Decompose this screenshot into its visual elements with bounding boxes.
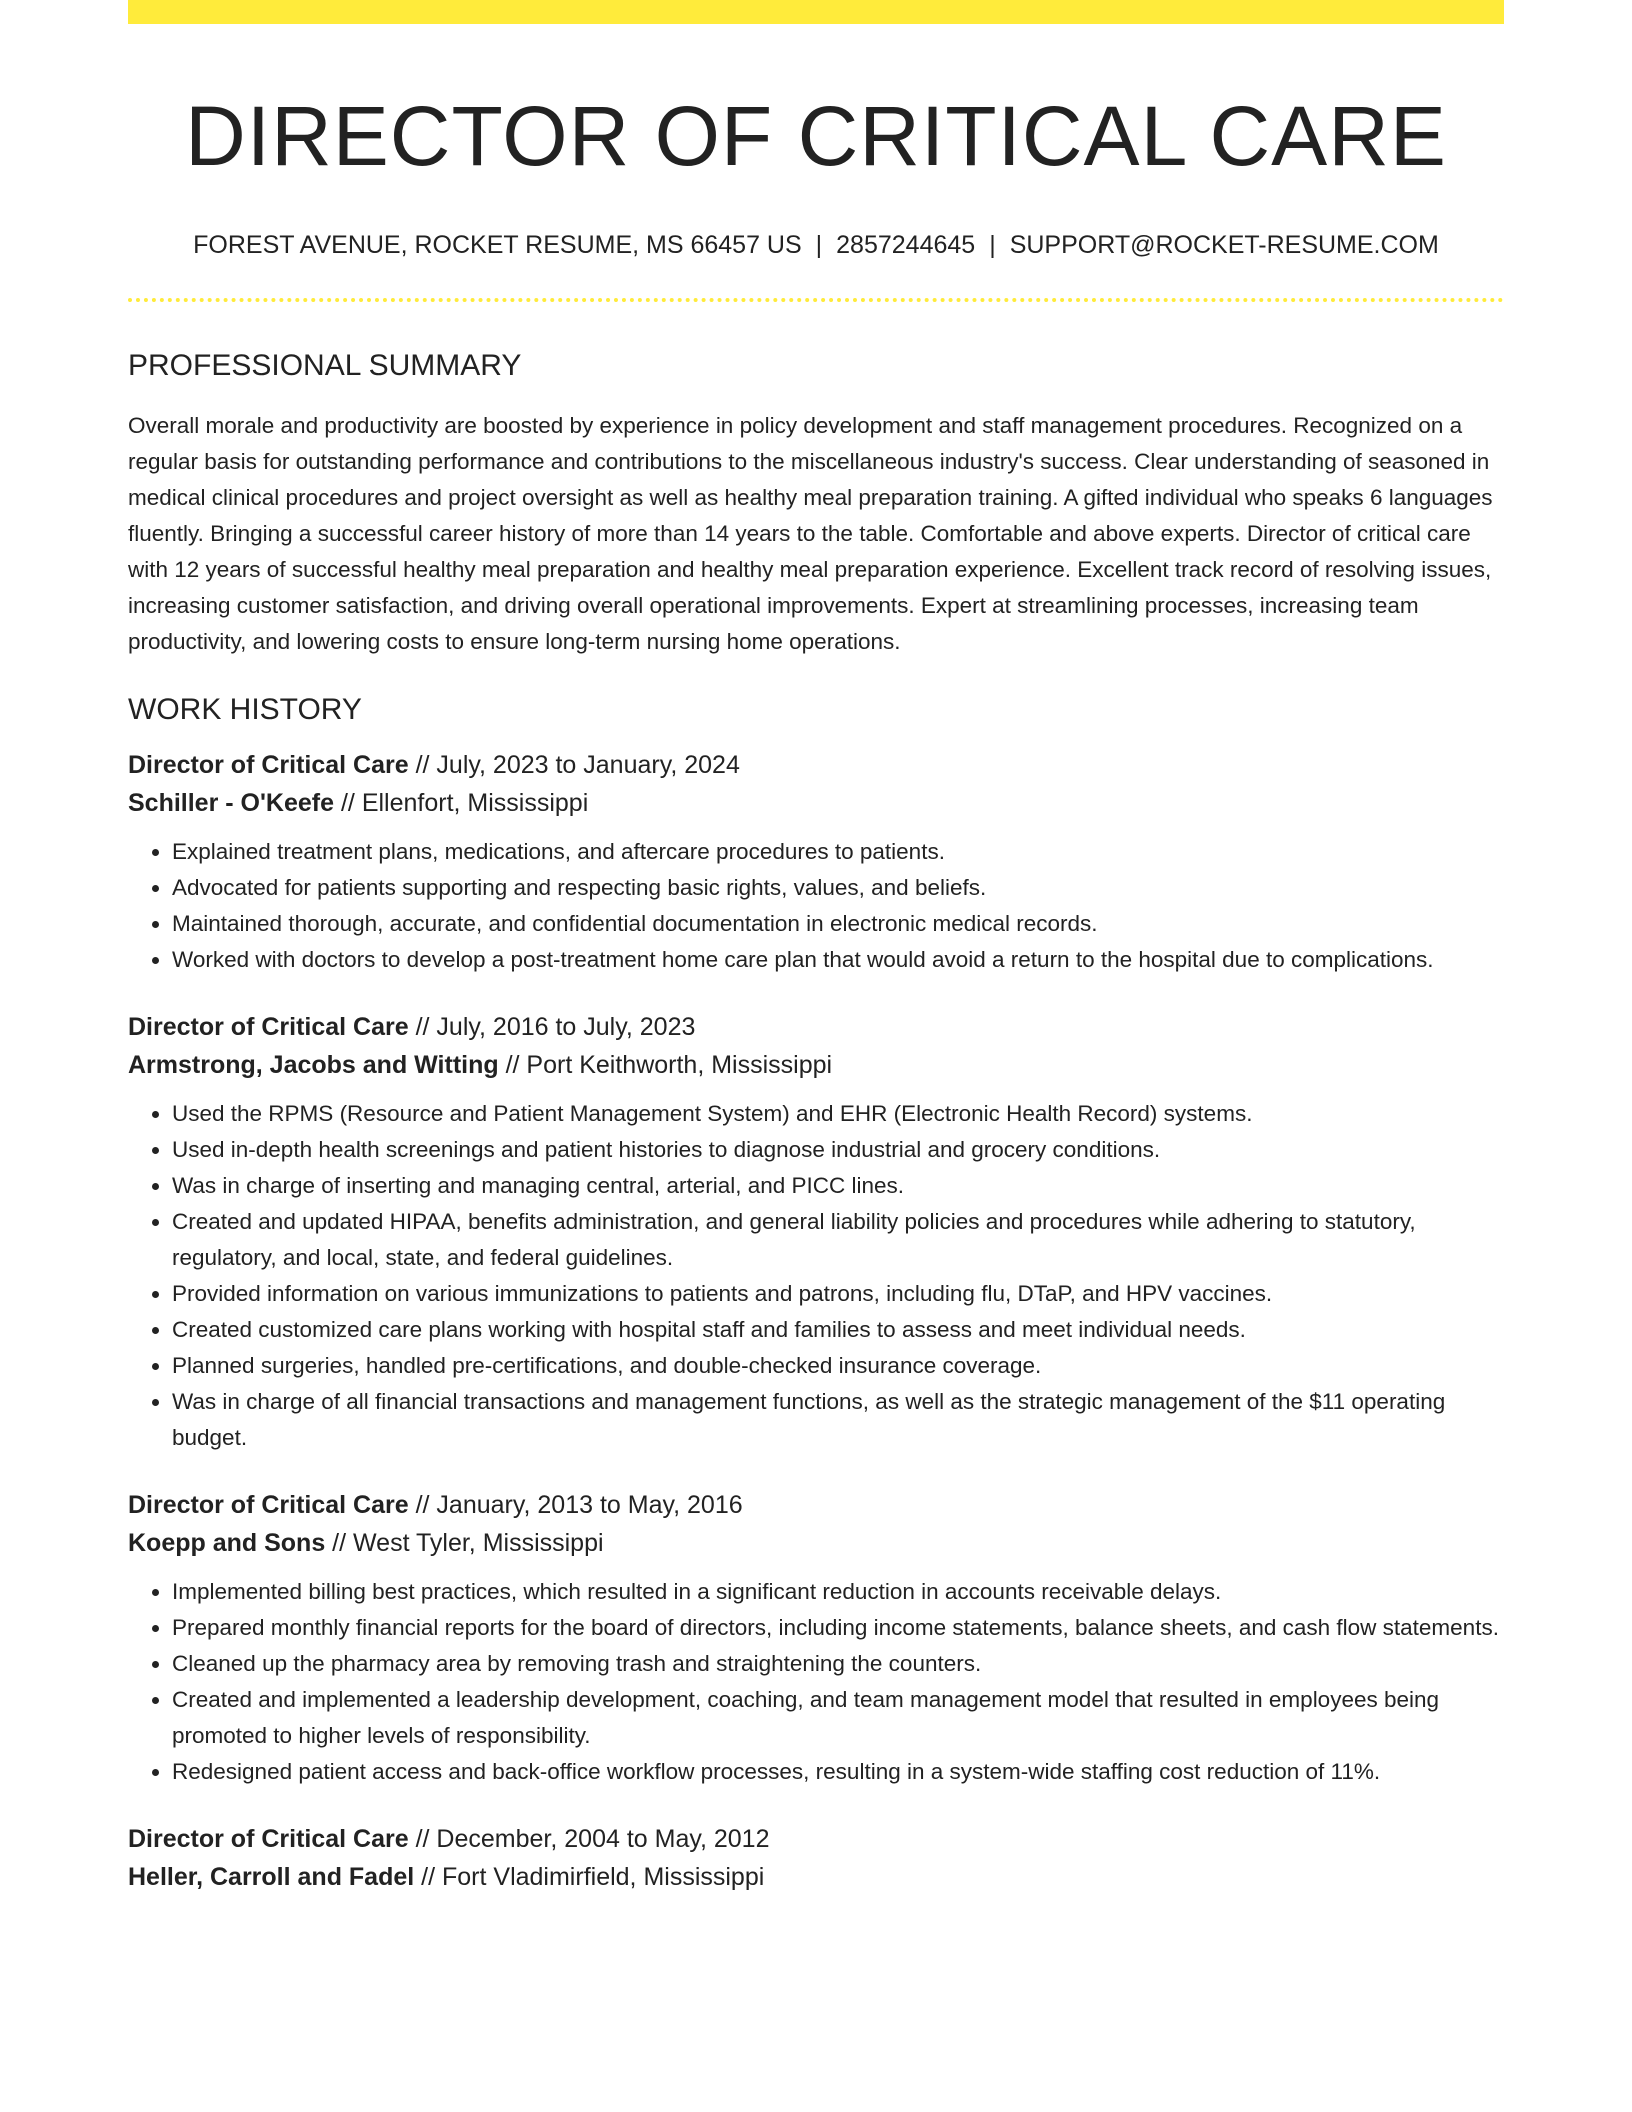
resume-name: DIRECTOR OF CRITICAL CARE bbox=[185, 89, 1447, 183]
work-history-list bbox=[128, 746, 1504, 1896]
job-bullet-list bbox=[128, 834, 1504, 978]
work-history-heading: WORK HISTORY bbox=[128, 692, 362, 726]
job-dates: // January, 2013 to May, 2016 bbox=[408, 1490, 743, 1519]
contact-email: SUPPORT@ROCKET-RESUME.COM bbox=[1009, 230, 1439, 259]
job-title-line bbox=[128, 1486, 1504, 1524]
job-bullet-list bbox=[128, 1096, 1504, 1456]
contact-separator: | bbox=[815, 230, 823, 259]
job-location: // Ellenfort, Mississippi bbox=[334, 788, 589, 817]
job-location: // Fort Vladimirfield, Mississippi bbox=[414, 1862, 765, 1891]
job-dates: // July, 2016 to July, 2023 bbox=[408, 1012, 696, 1041]
resume-page bbox=[128, 0, 1504, 1896]
summary-heading: PROFESSIONAL SUMMARY bbox=[128, 348, 522, 382]
job-title-line bbox=[128, 1820, 1504, 1858]
job-company: Heller, Carroll and Fadel bbox=[128, 1862, 415, 1891]
job-title-line bbox=[128, 746, 1504, 784]
top-accent-bar bbox=[128, 0, 1504, 24]
contact-address: FOREST AVENUE, ROCKET RESUME, MS 66457 US bbox=[193, 230, 802, 259]
job-title: Director of Critical Care bbox=[128, 1012, 409, 1041]
job-location: // Port Keithworth, Mississippi bbox=[498, 1050, 833, 1079]
job-bullet: • Created and updated HIPAA, benefits administration, and general liability policies and procedures while adhering to statutory, regulatory, and local, state, and federal guidelines. bbox=[172, 1204, 1504, 1276]
dotted-divider bbox=[128, 298, 1504, 302]
job-bullet: • Provided information on various immunizations to patients and patrons, including flu, DTaP, and HPV vaccines. bbox=[172, 1276, 1504, 1312]
job-bullet: • Created and implemented a leadership development, coaching, and team management model that resulted in employees being promoted to higher levels of responsibility. bbox=[172, 1682, 1504, 1754]
job-company: Koepp and Sons bbox=[128, 1528, 326, 1557]
job-company: Schiller - O'Keefe bbox=[128, 788, 335, 817]
job-title: Director of Critical Care bbox=[128, 750, 409, 779]
job-bullet: • Explained treatment plans, medications, and aftercare procedures to patients. bbox=[172, 834, 1504, 870]
job-bullet: • Was in charge of inserting and managing central, arterial, and PICC lines. bbox=[172, 1168, 1504, 1204]
job-dates: // July, 2023 to January, 2024 bbox=[408, 750, 740, 779]
job-company-line bbox=[128, 1858, 1504, 1896]
job-bullet: • Prepared monthly financial reports for the board of directors, including income statements, balance sheets, and cash flow statements. bbox=[172, 1610, 1504, 1646]
job-company: Armstrong, Jacobs and Witting bbox=[128, 1050, 499, 1079]
contact-phone: 2857244645 bbox=[836, 230, 976, 259]
job-bullet: • Worked with doctors to develop a post-treatment home care plan that would avoid a return to the hospital due to complications. bbox=[172, 942, 1504, 978]
job-bullet: • Implemented billing best practices, which resulted in a significant reduction in accounts receivable delays. bbox=[172, 1574, 1504, 1610]
job-bullet: • Used in-depth health screenings and patient histories to diagnose industrial and grocery conditions. bbox=[172, 1132, 1504, 1168]
job-entry bbox=[128, 1486, 1504, 1790]
job-location: // West Tyler, Mississippi bbox=[325, 1528, 604, 1557]
job-bullet-list bbox=[128, 1574, 1504, 1790]
summary-text: Overall morale and productivity are boosted by experience in policy development and staff management procedures. Recognized on a regular basis for outstanding performance and contributions to the miscellaneous industry's success. Clear understanding of seasoned in medical clinical procedures and project oversight as well as healthy meal preparation training. A gifted individual who speaks 6 languages fluently. Bringing a successful career history of more than 14 years to the table. Comfortable and above experts. Director of critical care with 12 years of successful healthy meal preparation and healthy meal preparation experience. Excellent track record of resolving issues, increasing customer satisfaction, and driving overall operational improvements. Expert at streamlining processes, increasing team productivity, and lowering costs to ensure long-term nursing home operations. bbox=[128, 412, 1493, 654]
job-company-line bbox=[128, 784, 1504, 822]
job-bullet: • Created customized care plans working with hospital staff and families to assess and meet individual needs. bbox=[172, 1312, 1504, 1348]
job-entry bbox=[128, 746, 1504, 978]
job-title: Director of Critical Care bbox=[128, 1824, 409, 1853]
job-bullet: • Advocated for patients supporting and respecting basic rights, values, and beliefs. bbox=[172, 870, 1504, 906]
job-bullet: • Planned surgeries, handled pre-certifications, and double-checked insurance coverage. bbox=[172, 1348, 1504, 1384]
job-company-line bbox=[128, 1524, 1504, 1562]
job-bullet: • Was in charge of all financial transactions and management functions, as well as the strategic management of the $11 operating budget. bbox=[172, 1384, 1504, 1456]
job-entry bbox=[128, 1820, 1504, 1896]
job-entry bbox=[128, 1008, 1504, 1456]
contact-line bbox=[128, 231, 1504, 260]
job-company-line bbox=[128, 1046, 1504, 1084]
job-bullet: • Redesigned patient access and back-office workflow processes, resulting in a system-wide staffing cost reduction of 11%. bbox=[172, 1754, 1504, 1790]
job-title-line bbox=[128, 1008, 1504, 1046]
contact-separator: | bbox=[989, 230, 996, 259]
job-title: Director of Critical Care bbox=[128, 1490, 409, 1519]
job-bullet: • Maintained thorough, accurate, and confidential documentation in electronic medical records. bbox=[172, 906, 1504, 942]
job-bullet: • Used the RPMS (Resource and Patient Management System) and EHR (Electronic Health Record) systems. bbox=[172, 1096, 1504, 1132]
job-dates: // December, 2004 to May, 2012 bbox=[408, 1824, 770, 1853]
job-bullet: • Cleaned up the pharmacy area by removing trash and straightening the counters. bbox=[172, 1646, 1504, 1682]
